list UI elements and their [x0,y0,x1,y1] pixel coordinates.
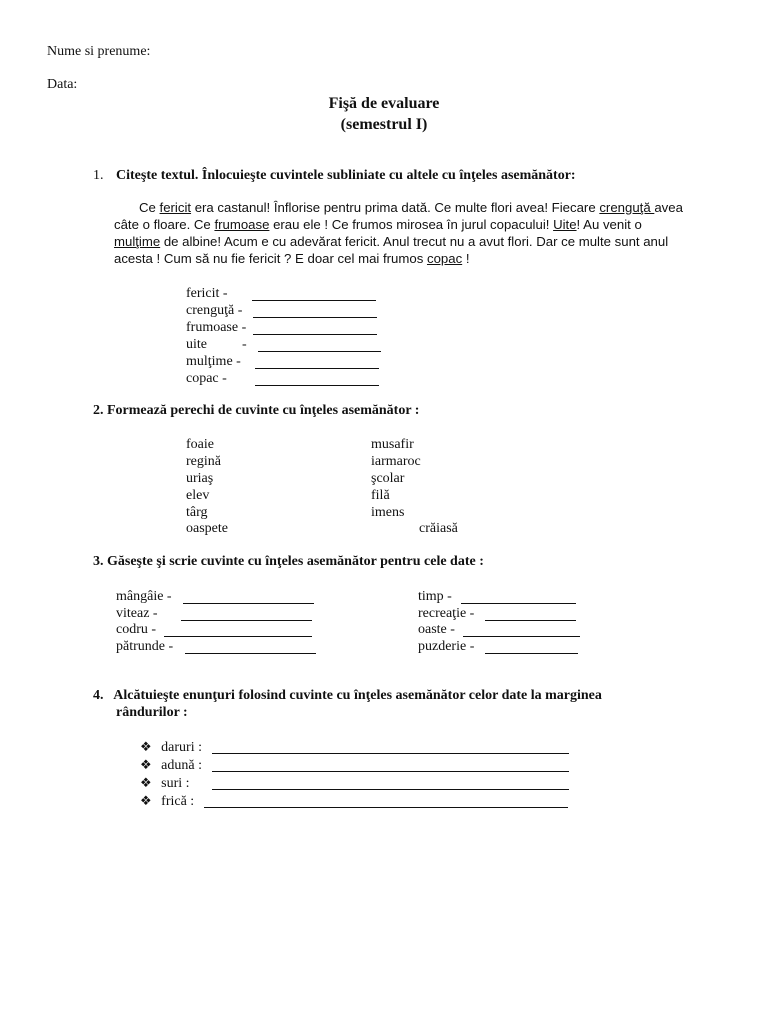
ex1-item: frumoase - [186,320,247,335]
answer-blank[interactable] [461,590,576,604]
ex4-item: adună : [161,758,202,773]
answer-blank[interactable] [255,355,379,369]
diamond-bullet-icon: ❖ [140,775,152,790]
name-label: Nume si prenume: [47,44,151,59]
ex1-passage [114,199,734,267]
answer-blank[interactable] [463,623,580,637]
ex2-left-word: oaspete [186,521,228,536]
ex2-right-word: iarmaroc [371,454,421,469]
answer-blank[interactable] [164,623,312,637]
ex3-left-item: viteaz - [116,606,158,621]
ex4-instruction-line-1: 4. Alcătuieşte enunţuri folosind cuvinte cu înţeles asemănător celor date la marginea [93,688,602,703]
ex2-right-word: imens [371,505,405,520]
ex1-item: mulţime - [186,354,241,369]
ex3-right-item: recreaţie - [418,606,475,621]
ex4-bullet-row [140,756,202,774]
passage-line-1: Ce fericit era castanul! Înflorise pentru prima dată. Ce multe flori avea! Fiecare crenguţă avea [139,200,683,215]
ex4-bullet-row [140,738,202,756]
ex1-number: 1. [93,168,104,183]
ex1-item: crenguţă - [186,303,243,318]
diamond-bullet-icon: ❖ [140,793,152,808]
ex1-item: uite - [186,337,247,352]
passage-line-3: mulţime de albine! Acum e cu adevărat fericit. Anul trecut nu a avut flori. Dar ce multe sunt anul [114,234,669,249]
ex3-right-item: timp - [418,589,452,604]
ex2-left-word: târg [186,505,208,520]
ex3-right-item: puzderie - [418,639,475,654]
ex2-instruction: 2. Formează perechi de cuvinte cu înţeles asemănător : [93,403,420,418]
ex3-right-item: oaste - [418,622,455,637]
ex1-item: copac - [186,371,227,386]
ex2-left-word: regină [186,454,221,469]
ex3-left-item: mângâie - [116,589,172,604]
ex4-bullet-row [140,774,190,792]
answer-blank[interactable] [255,372,379,386]
answer-blank[interactable] [185,640,316,654]
ex2-left-word: foaie [186,437,214,452]
page-title: Fişă de evaluare [328,95,440,112]
answer-blank[interactable] [212,758,569,772]
ex3-instruction: 3. Găseşte şi scrie cuvinte cu înţeles asemănător pentru cele date : [93,554,484,569]
passage-line-4: acesta ! Cum să nu fie fericit ? E doar cel mai frumos copac ! [114,251,470,266]
answer-blank[interactable] [212,776,569,790]
diamond-bullet-icon: ❖ [140,757,152,772]
answer-blank[interactable] [204,794,568,808]
answer-blank[interactable] [258,338,381,352]
ex2-right-word: musafir [371,437,414,452]
ex4-instruction-line-2: rândurilor : [116,705,188,720]
answer-blank[interactable] [485,640,578,654]
answer-blank[interactable] [252,287,376,301]
answer-blank[interactable] [181,607,312,621]
ex2-right-word: filă [371,488,390,503]
diamond-bullet-icon: ❖ [140,739,152,754]
passage-line-2: câte o floare. Ce frumoase erau ele ! Ce frumos mirosea în jurul copacului! Uite! Au venit o [114,217,642,232]
answer-blank[interactable] [212,740,569,754]
ex2-right-word: şcolar [371,471,405,486]
answer-blank[interactable] [183,590,314,604]
ex1-item: fericit - [186,286,228,301]
ex3-left-item: pătrunde - [116,639,174,654]
ex2-left-word: uriaş [186,471,214,486]
ex4-bullet-row [140,792,194,810]
ex4-item: daruri : [161,740,202,755]
date-label: Data: [47,77,78,92]
answer-blank[interactable] [253,304,377,318]
ex4-item: frică : [161,794,195,809]
answer-blank[interactable] [253,321,377,335]
ex4-item: suri : [161,776,190,791]
page-subtitle: (semestrul I) [340,116,428,133]
answer-blank[interactable] [485,607,576,621]
ex1-instruction: Citeşte textul. Înlocuieşte cuvintele subliniate cu altele cu înţeles asemănător: [116,168,576,183]
ex2-right-word: crăiasă [419,521,458,536]
ex3-left-item: codru - [116,622,157,637]
ex2-left-word: elev [186,488,210,503]
